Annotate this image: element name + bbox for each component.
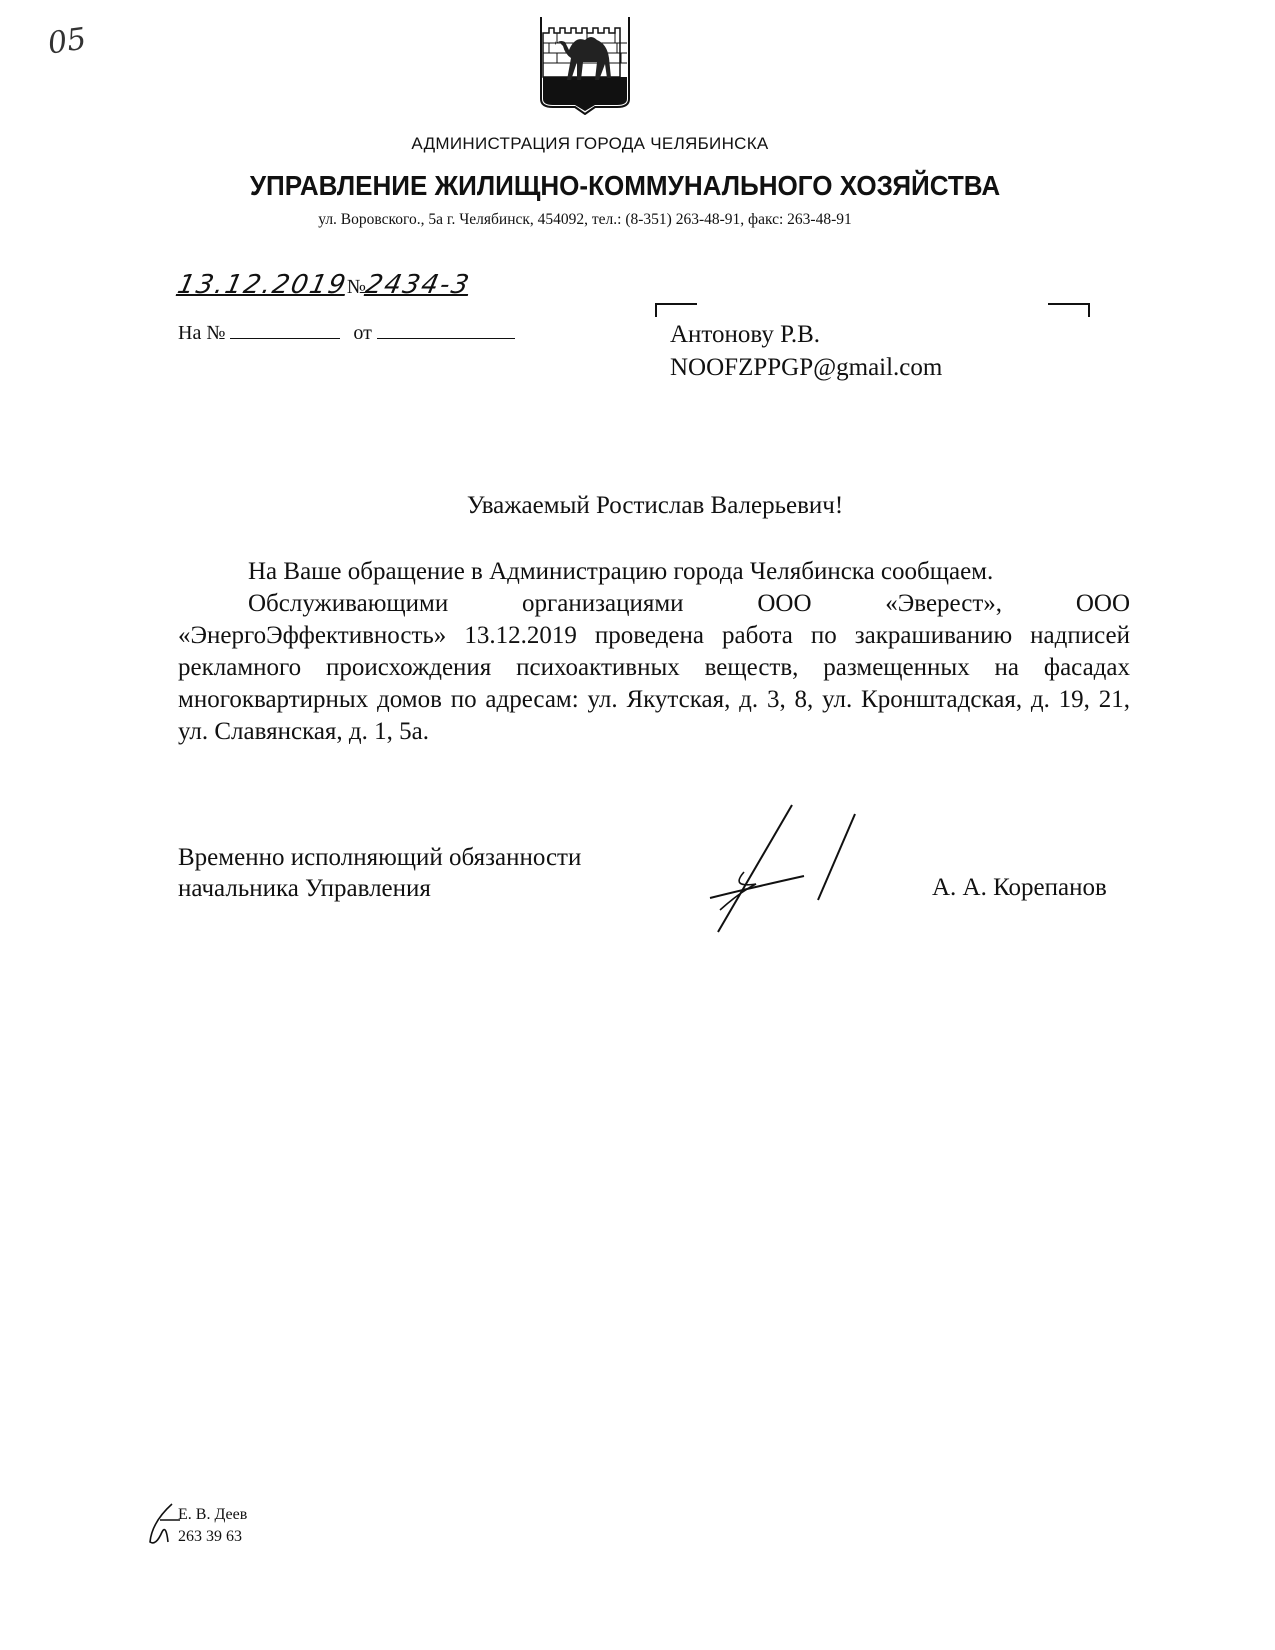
- signatory-position: [178, 842, 581, 904]
- registration-line: [174, 270, 490, 300]
- signatory-name: А. А. Корепанов: [932, 874, 1107, 901]
- from-label: от: [353, 322, 372, 344]
- addressee-name: Антонову Р.В.: [670, 321, 821, 348]
- addressee-email: NOOFZPPGP@gmail.com: [670, 354, 943, 381]
- letter-body: [178, 556, 1130, 748]
- executor-block: [178, 1504, 247, 1548]
- executor-name: Е. В. Деев: [178, 1506, 248, 1523]
- reply-to-label: На №: [178, 322, 226, 344]
- addressee-corner-left: [655, 303, 697, 317]
- handwritten-page-mark: 05: [45, 21, 89, 62]
- number-sign: №: [346, 276, 366, 298]
- reply-reference-line: [178, 322, 515, 345]
- handwritten-signature: [700, 800, 860, 940]
- executor-initials-mark: [146, 1502, 180, 1548]
- greeting: Уважаемый Ростислав Валерьевич!: [466, 492, 844, 519]
- body-paragraph: На Ваше обращение в Администрацию города Челябинска сообщаем.: [248, 558, 994, 585]
- position-line: Временно исполняющий обязанности: [178, 844, 582, 871]
- position-line: начальника Управления: [178, 875, 431, 902]
- registration-date: 13.12.2019: [174, 270, 351, 300]
- department-address: ул. Воровского., 5а г. Челябинск, 454092, тел.: (8-351) 263-48-91, факс: 263-48-91: [318, 211, 852, 228]
- addressee-block: [670, 318, 942, 384]
- administration-name: АДМИНИСТРАЦИЯ ГОРОДА ЧЕЛЯБИНСКА: [411, 134, 769, 153]
- reply-number-blank: [230, 324, 340, 339]
- body-paragraph: Обслуживающими организациями ООО «Эверест», ООО «ЭнергоЭффективность» 13.12.2019 проведена работа по закрашиванию надписей рекламного происхождения психоактивных веществ, размещенных на фасадах многоквартирных домов по адресам: ул. Якутская, д. 3, 8, ул. Кронштадская, д. 19, 21, ул. Славянская, д. 1, 5а.: [178, 590, 1130, 745]
- city-coat-of-arms-icon: [537, 15, 633, 115]
- addressee-corner-right: [1048, 303, 1090, 317]
- executor-phone: 263 39 63: [178, 1528, 242, 1545]
- department-name: УПРАВЛЕНИЕ ЖИЛИЩНО-КОММУНАЛЬНОГО ХОЗЯЙСТВА: [249, 170, 1001, 201]
- reply-date-blank: [377, 324, 515, 339]
- registration-number: 2434-3: [362, 270, 474, 300]
